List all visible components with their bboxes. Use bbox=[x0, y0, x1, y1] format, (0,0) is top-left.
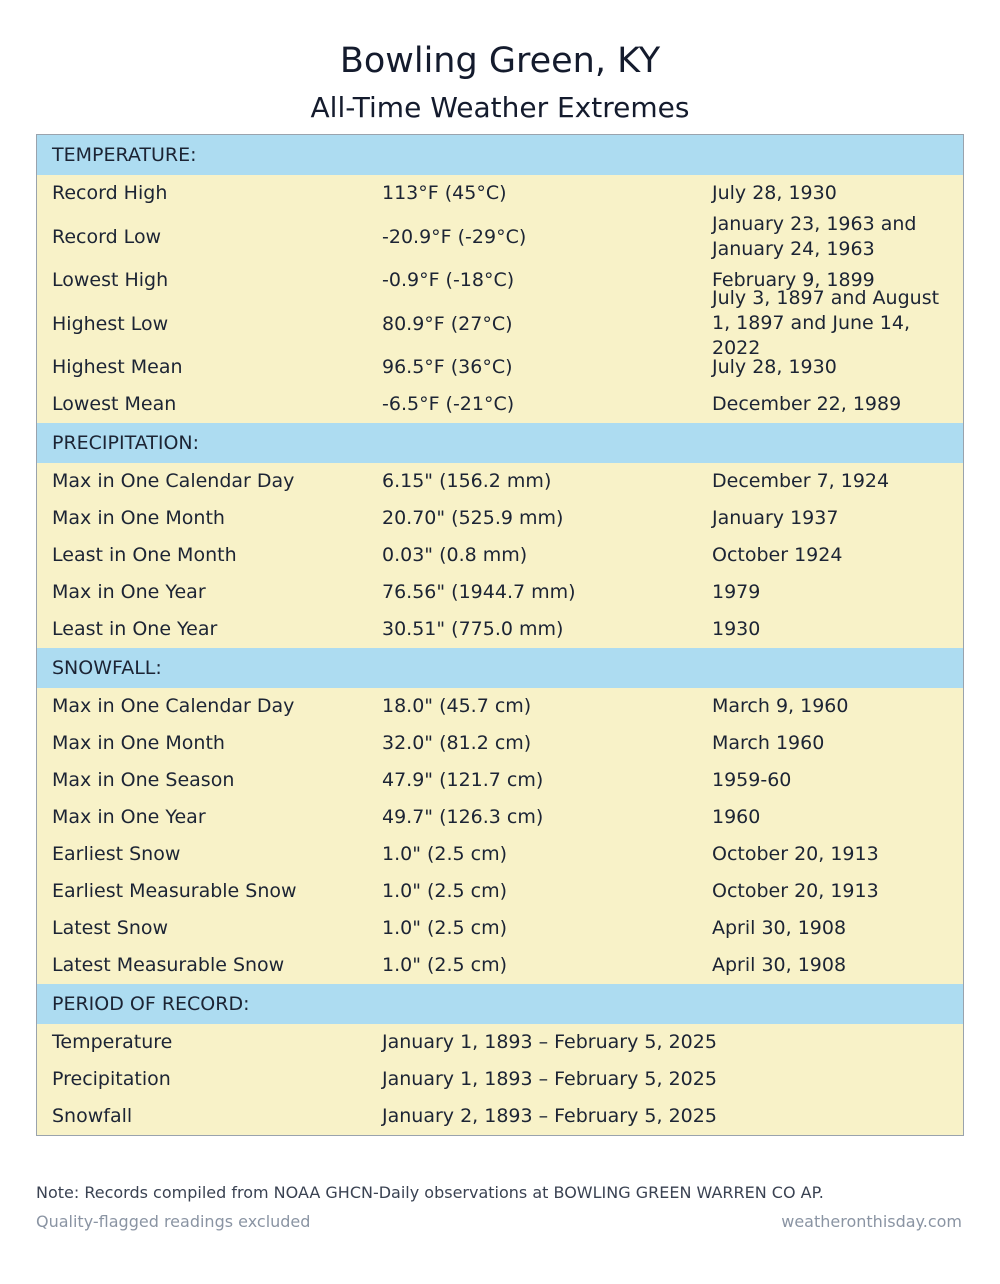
footer-source-link[interactable]: weatheronthisday.com bbox=[781, 1212, 962, 1231]
section-header-temperature: TEMPERATURE: bbox=[37, 135, 963, 175]
row-value: -0.9°F (-18°C) bbox=[382, 269, 515, 291]
row-date-text: December 22, 1989 bbox=[712, 393, 902, 415]
row-value: 6.15" (156.2 mm) bbox=[382, 470, 552, 492]
row-value: 32.0" (81.2 cm) bbox=[382, 732, 532, 754]
row-value: 49.7" (126.3 cm) bbox=[382, 806, 544, 828]
table-row bbox=[37, 873, 963, 910]
row-value: January 1, 1893 – February 5, 2025 bbox=[382, 1031, 717, 1053]
table-row bbox=[37, 386, 963, 423]
table-row bbox=[37, 762, 963, 799]
row-date-text: October 20, 1913 bbox=[712, 880, 879, 902]
row-value: 1.0" (2.5 cm) bbox=[382, 880, 508, 902]
table-row bbox=[37, 537, 963, 574]
row-date-text: March 1960 bbox=[712, 732, 825, 754]
table-row bbox=[37, 688, 963, 725]
row-value: 76.56" (1944.7 mm) bbox=[382, 581, 576, 603]
row-date bbox=[712, 836, 947, 873]
table-row bbox=[37, 725, 963, 762]
row-label: Record Low bbox=[52, 225, 162, 248]
row-label: Max in One Month bbox=[52, 732, 225, 754]
section-header-period-of-record: PERIOD OF RECORD: bbox=[37, 984, 963, 1024]
row-date-text: 1960 bbox=[712, 806, 761, 828]
row-date bbox=[712, 574, 947, 611]
row-label: Least in One Year bbox=[52, 618, 218, 640]
row-date bbox=[712, 725, 947, 762]
row-date bbox=[712, 386, 947, 423]
table-row bbox=[37, 212, 963, 262]
row-date bbox=[712, 799, 947, 836]
row-label: Max in One Year bbox=[52, 806, 206, 828]
row-value: 80.9°F (27°C) bbox=[382, 312, 513, 335]
section-header-snowfall: SNOWFALL: bbox=[37, 648, 963, 688]
footer-disclaimer: Quality-flagged readings excluded bbox=[36, 1212, 311, 1231]
row-date-text: January 23, 1963 and January 24, 1963 bbox=[712, 213, 917, 260]
row-date-text: 1959-60 bbox=[712, 769, 792, 791]
table-row bbox=[37, 611, 963, 648]
row-date-text: 1979 bbox=[712, 581, 761, 603]
row-label: Highest Low bbox=[52, 312, 169, 335]
row-date-text: February 9, 1899 bbox=[712, 269, 875, 291]
row-value: January 1, 1893 – February 5, 2025 bbox=[382, 1068, 717, 1090]
row-value: 1.0" (2.5 cm) bbox=[382, 917, 508, 939]
table-row bbox=[37, 910, 963, 947]
table-row bbox=[37, 287, 963, 359]
row-value: 1.0" (2.5 cm) bbox=[382, 843, 508, 865]
row-value: 96.5°F (36°C) bbox=[382, 356, 513, 378]
row-value: -6.5°F (-21°C) bbox=[382, 393, 515, 415]
table-row bbox=[37, 574, 963, 611]
row-label: Precipitation bbox=[52, 1068, 171, 1090]
row-date bbox=[712, 212, 947, 262]
table-row bbox=[37, 1061, 963, 1098]
table-row bbox=[37, 836, 963, 873]
row-label: Lowest High bbox=[52, 269, 169, 291]
page-subtitle: All-Time Weather Extremes bbox=[310, 91, 690, 124]
table-row bbox=[37, 1098, 963, 1135]
row-label: Snowfall bbox=[52, 1105, 133, 1127]
table-row bbox=[37, 500, 963, 537]
row-date-text: July 28, 1930 bbox=[712, 182, 837, 204]
row-label: Max in One Calendar Day bbox=[52, 470, 295, 492]
row-date-text: July 28, 1930 bbox=[712, 356, 837, 378]
row-date bbox=[712, 287, 947, 359]
row-value: 47.9" (121.7 cm) bbox=[382, 769, 544, 791]
row-value: 18.0" (45.7 cm) bbox=[382, 695, 532, 717]
row-value: January 2, 1893 – February 5, 2025 bbox=[382, 1105, 717, 1127]
table-row bbox=[37, 463, 963, 500]
row-value: 1.0" (2.5 cm) bbox=[382, 954, 508, 976]
row-label: Latest Measurable Snow bbox=[52, 954, 285, 976]
row-date-text: December 7, 1924 bbox=[712, 470, 890, 492]
footer-note: Note: Records compiled from NOAA GHCN-Daily observations at BOWLING GREEN WARREN CO AP. bbox=[36, 1183, 824, 1202]
row-date-text: October 20, 1913 bbox=[712, 843, 879, 865]
row-label: Max in One Month bbox=[52, 507, 225, 529]
row-date bbox=[712, 349, 947, 386]
row-date bbox=[712, 873, 947, 910]
row-date bbox=[712, 688, 947, 725]
row-date-text: April 30, 1908 bbox=[712, 954, 847, 976]
row-date-text: October 1924 bbox=[712, 544, 843, 566]
row-label: Least in One Month bbox=[52, 544, 237, 566]
row-date bbox=[712, 537, 947, 574]
row-value: 20.70" (525.9 mm) bbox=[382, 507, 564, 529]
row-label: Lowest Mean bbox=[52, 393, 177, 415]
row-date bbox=[712, 762, 947, 799]
table-row bbox=[37, 349, 963, 386]
row-label: Earliest Measurable Snow bbox=[52, 880, 297, 902]
table-row bbox=[37, 175, 963, 212]
row-date bbox=[712, 910, 947, 947]
row-date-text: 1930 bbox=[712, 618, 761, 640]
row-date bbox=[712, 500, 947, 537]
row-label: Highest Mean bbox=[52, 356, 183, 378]
row-value: 30.51" (775.0 mm) bbox=[382, 618, 564, 640]
table-row bbox=[37, 799, 963, 836]
row-label: Max in One Season bbox=[52, 769, 235, 791]
row-date bbox=[712, 175, 947, 212]
row-label: Record High bbox=[52, 182, 168, 204]
table-row bbox=[37, 1024, 963, 1061]
row-value: 0.03" (0.8 mm) bbox=[382, 544, 528, 566]
section-header-precipitation: PRECIPITATION: bbox=[37, 423, 963, 463]
table-row bbox=[37, 947, 963, 984]
extremes-table bbox=[36, 134, 964, 1136]
page-title: Bowling Green, KY bbox=[339, 41, 661, 81]
row-date-text: January 1937 bbox=[712, 507, 839, 529]
row-date-text: April 30, 1908 bbox=[712, 917, 847, 939]
row-date bbox=[712, 611, 947, 648]
row-label: Latest Snow bbox=[52, 917, 169, 939]
row-date bbox=[712, 463, 947, 500]
row-date bbox=[712, 947, 947, 984]
row-date-text: March 9, 1960 bbox=[712, 695, 849, 717]
row-date-text: July 3, 1897 and August 1, 1897 and June 14, 2022 bbox=[712, 287, 940, 359]
row-label: Max in One Year bbox=[52, 581, 206, 603]
row-value: -20.9°F (-29°C) bbox=[382, 225, 527, 248]
row-value: 113°F (45°C) bbox=[382, 182, 507, 204]
row-label: Temperature bbox=[52, 1031, 173, 1053]
row-label: Earliest Snow bbox=[52, 843, 181, 865]
row-label: Max in One Calendar Day bbox=[52, 695, 295, 717]
